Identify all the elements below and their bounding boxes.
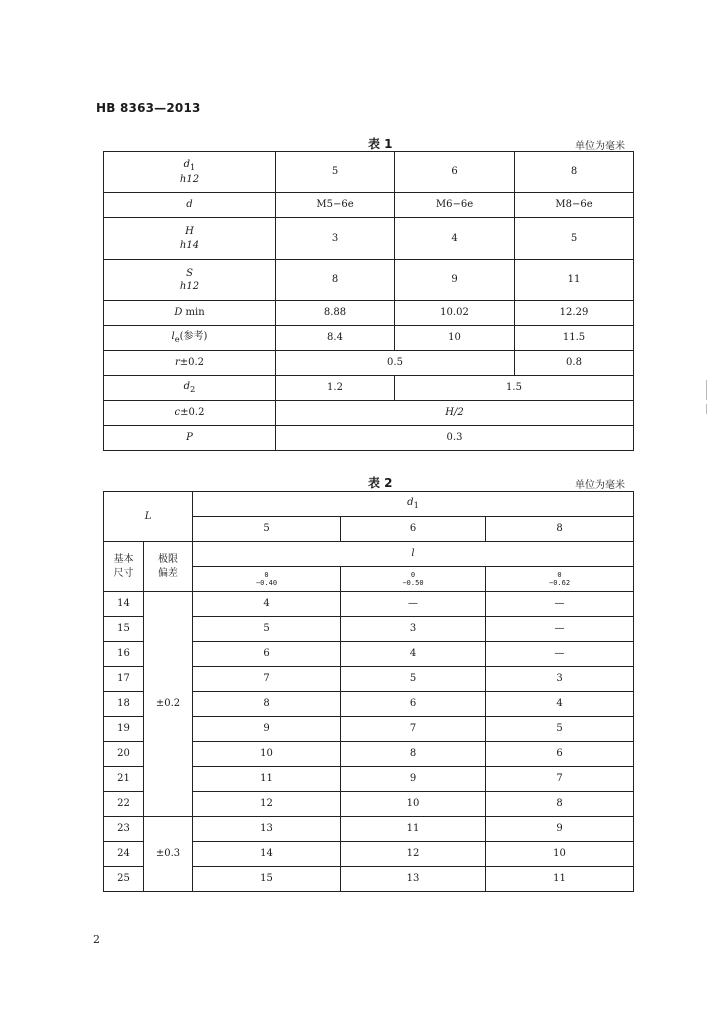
l-value: 7 [486,767,634,792]
table1-row-c [104,401,634,426]
l-value: 8 [193,692,341,717]
l-value: — [486,617,634,642]
L-value: 14 [104,592,144,617]
l-value: 5 [193,617,341,642]
row-label: r±0.2 [104,351,276,376]
l-value: — [341,592,486,617]
d1-value: 6 [341,517,486,542]
row-label: $d_1$ h12 [104,152,276,193]
table2 [103,491,634,892]
cell: 11.5 [515,326,634,351]
row-label: d [104,193,276,218]
l-value: 6 [193,642,341,667]
l-value: 5 [486,717,634,742]
L-value: 18 [104,692,144,717]
cell-merged: 1.5 [395,376,634,401]
table2-header-row-1 [104,492,634,517]
l-value: 6 [486,742,634,767]
table1-row-d1 [104,152,634,193]
L-value: 21 [104,767,144,792]
cell: 6 [395,152,515,193]
table1-row-Dmin [104,301,634,326]
l-header: l [193,542,634,567]
table1-row-d2 [104,376,634,401]
table-row [104,592,634,617]
row-label: $d_2$ [104,376,276,401]
row-label: S h12 [104,260,276,301]
l-value: — [486,642,634,667]
L-value: 16 [104,642,144,667]
l-value: 13 [341,867,486,892]
table2-unit: 单位为毫米 [575,480,625,491]
l-value: 12 [341,842,486,867]
l-value: 10 [341,792,486,817]
L-value: 15 [104,617,144,642]
scan-edge-mark [706,380,707,400]
l-value: 3 [341,617,486,642]
l-tolerance: 0 −0.40 [193,567,341,592]
cell-merged: 0.5 [276,351,515,376]
table-row [104,817,634,842]
table2-caption: 表 2 [368,476,393,490]
l-value: 5 [341,667,486,692]
cell: M8−6e [515,193,634,218]
L-value: 24 [104,842,144,867]
l-value: 9 [486,817,634,842]
l-value: 11 [486,867,634,892]
row-label: $l_e$(参考) [104,326,276,351]
l-value: 10 [193,742,341,767]
L-value: 19 [104,717,144,742]
table1 [103,151,634,451]
L-value: 22 [104,792,144,817]
l-value: 14 [193,842,341,867]
limit-deviation-header: 极限 偏差 [144,542,193,592]
L-value: 23 [104,817,144,842]
l-value: 7 [193,667,341,692]
table1-row-r [104,351,634,376]
table1-caption: 表 1 [368,137,393,151]
l-value: 10 [486,842,634,867]
cell: 10 [395,326,515,351]
l-value: 7 [341,717,486,742]
limit-deviation: ±0.3 [144,817,193,892]
l-value: 8 [341,742,486,767]
cell: 8.4 [276,326,395,351]
cell: 1.2 [276,376,395,401]
cell: 9 [395,260,515,301]
l-tolerance: 0 −0.62 [486,567,634,592]
table1-row-H [104,218,634,260]
L-value: 17 [104,667,144,692]
cell: M6−6e [395,193,515,218]
cell: 5 [276,152,395,193]
row-label: c±0.2 [104,401,276,426]
row-label: H h14 [104,218,276,260]
l-tolerance: 0 −0.50 [341,567,486,592]
cell: 5 [515,218,634,260]
cell-merged: 0.3 [276,426,634,451]
table1-unit: 单位为毫米 [575,141,625,152]
limit-deviation: ±0.2 [144,592,193,817]
table1-row-P [104,426,634,451]
l-value: 12 [193,792,341,817]
l-value: 11 [341,817,486,842]
page-number: 2 [93,933,100,946]
cell: 10.02 [395,301,515,326]
row-label: P [104,426,276,451]
basic-size-header: 基本 尺寸 [104,542,144,592]
document-code: HB 8363—2013 [96,101,201,115]
cell: 8.88 [276,301,395,326]
cell-merged: H/2 [276,401,634,426]
l-value: — [486,592,634,617]
cell: 0.8 [515,351,634,376]
scan-edge-mark [706,404,707,414]
L-value: 20 [104,742,144,767]
d1-value: 5 [193,517,341,542]
cell: 11 [515,260,634,301]
l-value: 11 [193,767,341,792]
cell: 4 [395,218,515,260]
cell: M5−6e [276,193,395,218]
table2-header-row-3 [104,542,634,567]
table1-row-le [104,326,634,351]
d1-header: $d_1$ [193,492,634,517]
L-header: L [104,492,193,542]
row-label: D min [104,301,276,326]
l-value: 9 [341,767,486,792]
d1-value: 8 [486,517,634,542]
l-value: 6 [341,692,486,717]
l-value: 3 [486,667,634,692]
cell: 8 [515,152,634,193]
table1-row-d [104,193,634,218]
l-value: 8 [486,792,634,817]
l-value: 4 [341,642,486,667]
cell: 3 [276,218,395,260]
l-value: 13 [193,817,341,842]
table1-row-S [104,260,634,301]
l-value: 15 [193,867,341,892]
l-value: 9 [193,717,341,742]
cell: 12.29 [515,301,634,326]
cell: 8 [276,260,395,301]
l-value: 4 [486,692,634,717]
l-value: 4 [193,592,341,617]
L-value: 25 [104,867,144,892]
